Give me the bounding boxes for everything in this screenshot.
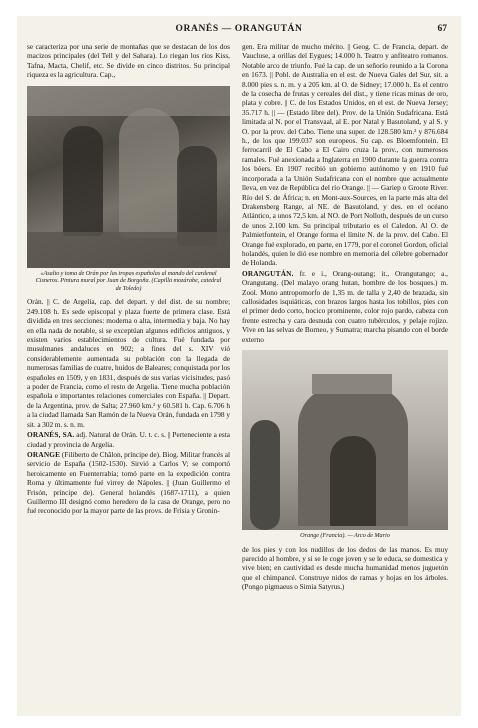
mural-caption: «Asalto y toma de Orán por las tropas españolas al mando del cardenal Cisneros. Pintura mural por Juan de Borgoña. (Capilla mozárabe, catedral de Toledo) [35,269,222,292]
right-column [242,42,448,593]
entry-orangutan [242,269,448,344]
paragraph-orangutan-cont: de los pies y con los nudillos de los dedos de las manos. Es muy parecido al hombre, y si se le coge joven y se le educa, se domestica y vive bien; en cautividad es desde mucha humanidad menos juguetón que el chimpancé. Construye nidos de ramas y hojas en los árboles. (Pongo pigmaeus o Simia Satyrus.) [242,544,448,592]
mural-photo [27,86,230,268]
arch-photo [242,350,448,530]
book-page [17,16,461,716]
paragraph-oran-city: Orán. || C. de Argelia, cap. del depart. y del dist. de su nombre; 249.108 h. Es sede episcopal y plaza fuerte de primera clase. Está dividida en tres secciones: moderna o alta, intermedia y baja. No hay en ella nada de notable, si se exceptúan algunos edificios antiguos, y existen varios establecimientos de cultura. Fué fundada por musulmanes andaluces en 902; a fines del s. XIV vió considerablemente aumentada su población con la llegada de numerosas familias de cuatre, huídos de Baleares; conquistada por los españoles en 1509, y en 1831, después de sus varias vicisitudes, pasó a poder de Francia, como el resto de Argelia. Tiene mucha población española e importantes relaciones comerciales con España. || Depart. de la Argentina, prov. de Salta; 27.960 km.² y 60.581 h. Cap. 6.706 h a la ciudad llamada San Ramón de la Nueva Orán, fundada en 1798 y sit. a 302 m. s. n. m. [27,297,230,429]
arch-caption: Orange (Francia). — Arco de Mario [300,532,390,539]
headword-orangutan: ORANGUTÁN. [242,268,294,278]
entry-orange-body: (Filiberto de Châlon, príncipe de). Biog. Militar francés al servicio de España (1502-1530). Sirvió a Carlos V; se comportó heroicamente en Fuenterrabía; tomó parte en la expedición contra Roma y últimamente fué virrey de Nápoles. || (Juan Guillermo el Frisón, príncipe de). General holandés (1687-1711), a quien Guillermo III designó como heredero de la casa de Orange, pero no fué reconocido por la mayor parte de las provs. de Frisia y Gronin- [27,449,230,516]
entry-orange [27,450,230,516]
page-number: 67 [437,24,447,34]
headword-oranes: ORANÉS, SA. [27,430,75,440]
paragraph-oran-region: se caracteriza por una serie de montañas que se destacan de los dos macizos principales (del Tell y del Sahara). Lo riegan los ríos Kiss, Tafna, Macta, Chelif, etc. Se divide en cinco distritos. Su principal riqueza es la agricultura. Cap., [27,42,230,80]
paragraph-orange-geog: gen. Era militar de mucho mérito. || Geog. C. de Francia, depart. de Vaucluse, a orillas del Eygues; 14.000 h. Teatro y anfiteatro romanos. Notable arco de triunfo. Fué la cap. de un señorío reunido a la Corona en 1673. || Pobl. de Australia en el est. de Nueva Gales del Sur, sit. a 8.000 pies s. n. m. y a 205 km. al O. de Sidney; 17.000 h. Es el centro de la cosecha de frutas y cereales del dist., y tiene ricas minas de oro, plata y cobre. || C. de los Estados Unidos, en el est. de Nueva Jersey; 35.717 h. || — (Estado libre del). Prov. de la Unión Sudafricana. Está limitada al N. por el Transvaal, al E. por Natal y Basutoland, y al S. y O. por la prov. del Cabo. Tiene una super. de 128.580 km.² y 876.684 h., de los que 199.037 son europeos. Su cap. es Bloemfontein. El ferrocarril de El Cabo a El Cairo cruza la prov., con numerosos ramales. Fué anexionada a Inglaterra en 1900 durante la guerra contra los bóers. En 1907 recibió un gobierno autónomo y en 1910 fué incorporada a la Unión Sudafricana con el nombre que actualmente lleva, en vez de República del río Orange. || — Gariep o Groote River. Río del S. de África; n. en Mont-aux-Sources, en la parte más alta del Drakensberg Range, al NE. de Basutoland, y des. en el océano Atlántico, a unos 72,5 km. al NO. de Port Nolloth, después de un curso de unos 2.100 km. Su principal tributario es el Caledon. Al O. de Palmietfontein, el Orange forma el límite N. de la prov. del Cabo. El Orange fué explorado, en parte, en 1779, por el coronel Gordon, oficial holandés, quien le dió ese nombre en memoria del célebre gobernador de Holanda. [242,42,448,268]
running-title: ORANÉS — ORANGUTÁN [175,24,303,34]
left-column [27,42,230,517]
headword-orange: ORANGE [27,449,61,459]
page-header [17,24,461,42]
entry-oranes [27,430,230,449]
entry-oranes-body: adj. Natural de Orán. U. t. c. s. || Perteneciente a esta ciudad y provincia de Argelia. [27,430,231,449]
entry-orangutan-body: fr. e i., Orang-outang; it., Orangutango; a., Orangutang. (Del malayo orang hutan, hombre de los bosques.) m. Zool. Mono antropomorfo de 1,35 m. de talla y 2,40 de brazada, sin callosidades isquiáticas, con brazos largos hasta los tobillos, pies con el primer dedo corto, hocico prominente, color rojo pardo, cabeza con frente estrecha y cara desnuda con cuatro tubérculos, y pelaje rojizo. Vive en las selvas de Borneo, y Sumatra; marcha pisando con el borde externo [242,268,448,344]
